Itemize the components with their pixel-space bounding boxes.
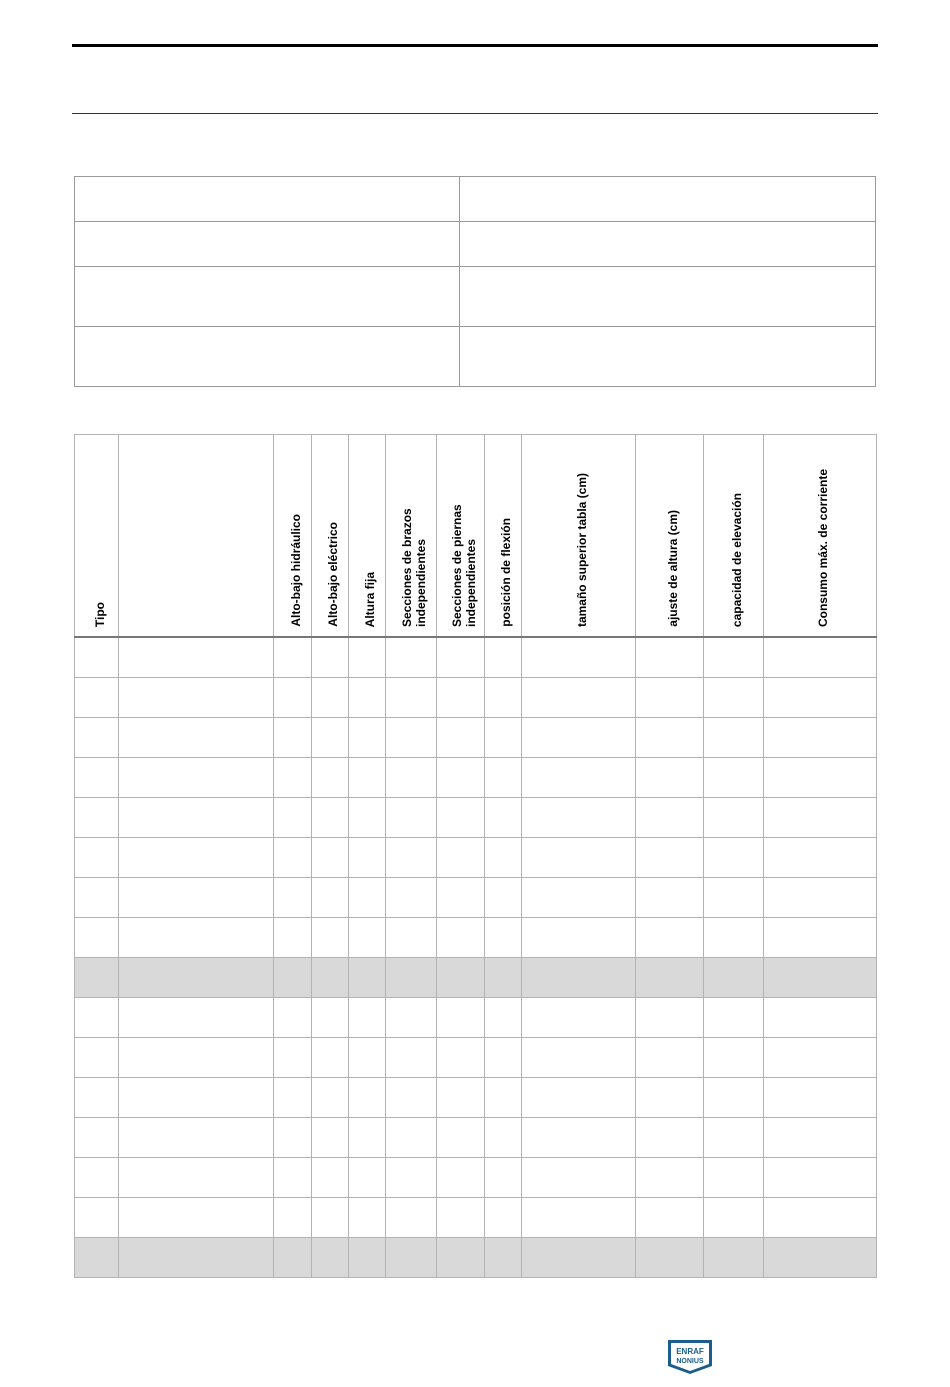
table-cell <box>636 678 704 718</box>
info-cell <box>460 327 876 387</box>
table-row <box>75 637 877 678</box>
table-cell <box>485 878 522 918</box>
table-cell <box>764 878 877 918</box>
table-cell <box>485 998 522 1038</box>
col-header-arm-sections <box>386 435 437 638</box>
table-cell <box>349 678 386 718</box>
table-cell <box>636 1118 704 1158</box>
spec-header-row <box>75 435 877 638</box>
table-cell <box>522 838 636 878</box>
table-row <box>75 678 877 718</box>
table-row <box>75 958 877 998</box>
col-header-electric <box>312 435 349 638</box>
col-header-label: Alto-bajo eléctrico <box>326 522 340 627</box>
table-cell <box>349 798 386 838</box>
table-cell <box>522 1118 636 1158</box>
table-cell <box>636 1158 704 1198</box>
table-cell <box>349 1118 386 1158</box>
col-header-label: Secciones de piernas independientes <box>449 504 478 627</box>
table-cell <box>119 838 274 878</box>
table-cell <box>636 1038 704 1078</box>
table-cell <box>485 758 522 798</box>
table-cell <box>386 1158 437 1198</box>
table-cell <box>312 1158 349 1198</box>
table-cell <box>75 878 119 918</box>
table-cell <box>636 637 704 678</box>
spec-table <box>74 434 877 1278</box>
table-row <box>75 1238 877 1278</box>
table-cell <box>522 878 636 918</box>
col-header-lift-capacity <box>704 435 764 638</box>
table-cell <box>75 1238 119 1278</box>
table-cell <box>764 1198 877 1238</box>
table-cell <box>312 1118 349 1158</box>
table-cell <box>704 1158 764 1198</box>
table-cell <box>522 1038 636 1078</box>
info-cell <box>460 267 876 327</box>
table-cell <box>274 798 312 838</box>
info-row <box>75 177 876 222</box>
table-cell <box>274 1158 312 1198</box>
table-cell <box>119 1078 274 1118</box>
col-header-label: tamaño superior tabla (cm) <box>574 472 589 627</box>
table-cell <box>437 1078 485 1118</box>
table-cell <box>119 718 274 758</box>
enraf-nonius-logo <box>664 1338 716 1376</box>
col-header-top-size <box>522 435 636 638</box>
table-cell <box>522 1158 636 1198</box>
table-cell <box>437 958 485 998</box>
table-cell <box>704 1198 764 1238</box>
table-cell <box>75 758 119 798</box>
table-cell <box>636 798 704 838</box>
table-cell <box>119 918 274 958</box>
table-cell <box>75 1038 119 1078</box>
table-cell <box>704 1118 764 1158</box>
col-header-label: capacidad de elevación <box>729 492 744 627</box>
table-cell <box>386 998 437 1038</box>
table-cell <box>437 1238 485 1278</box>
table-cell <box>437 718 485 758</box>
info-cell <box>75 327 460 387</box>
spec-table-body <box>75 637 877 1278</box>
table-cell <box>386 958 437 998</box>
table-cell <box>274 1238 312 1278</box>
table-cell <box>704 838 764 878</box>
table-cell <box>312 918 349 958</box>
table-cell <box>485 798 522 838</box>
table-cell <box>349 958 386 998</box>
table-cell <box>386 678 437 718</box>
table-cell <box>704 758 764 798</box>
table-cell <box>312 1038 349 1078</box>
table-cell <box>312 998 349 1038</box>
table-cell <box>349 718 386 758</box>
table-cell <box>274 678 312 718</box>
table-row <box>75 1198 877 1238</box>
table-cell <box>386 1238 437 1278</box>
table-row <box>75 918 877 958</box>
table-cell <box>704 1238 764 1278</box>
table-cell <box>312 1238 349 1278</box>
table-cell <box>312 958 349 998</box>
table-cell <box>704 678 764 718</box>
table-cell <box>522 1238 636 1278</box>
table-cell <box>764 1078 877 1118</box>
table-cell <box>119 678 274 718</box>
table-cell <box>522 678 636 718</box>
table-cell <box>312 1198 349 1238</box>
table-cell <box>636 1238 704 1278</box>
table-cell <box>119 758 274 798</box>
table-row <box>75 718 877 758</box>
table-cell <box>437 1038 485 1078</box>
table-cell <box>485 1158 522 1198</box>
table-cell <box>485 1238 522 1278</box>
table-cell <box>75 718 119 758</box>
logo-line2: NONIUS <box>676 1358 704 1365</box>
table-cell <box>75 1078 119 1118</box>
table-cell <box>522 758 636 798</box>
table-cell <box>704 637 764 678</box>
table-cell <box>764 678 877 718</box>
table-cell <box>349 758 386 798</box>
table-cell <box>349 998 386 1038</box>
table-row <box>75 878 877 918</box>
table-cell <box>485 838 522 878</box>
table-cell <box>274 878 312 918</box>
table-cell <box>485 1198 522 1238</box>
table-cell <box>274 758 312 798</box>
table-cell <box>349 1038 386 1078</box>
table-cell <box>274 1078 312 1118</box>
col-header-fixed-height <box>349 435 386 638</box>
table-cell <box>349 1078 386 1118</box>
table-cell <box>764 1038 877 1078</box>
table-cell <box>522 1198 636 1238</box>
col-header-model <box>119 435 274 638</box>
table-cell <box>485 918 522 958</box>
table-cell <box>349 1198 386 1238</box>
table-cell <box>485 637 522 678</box>
table-cell <box>636 1198 704 1238</box>
table-cell <box>386 1038 437 1078</box>
info-table <box>74 176 876 387</box>
table-cell <box>522 718 636 758</box>
table-cell <box>704 1078 764 1118</box>
table-cell <box>386 637 437 678</box>
table-cell <box>437 1198 485 1238</box>
table-cell <box>522 918 636 958</box>
table-cell <box>764 798 877 838</box>
table-cell <box>75 958 119 998</box>
header-rule <box>72 44 878 47</box>
table-cell <box>485 1038 522 1078</box>
col-header-leg-sections <box>437 435 485 638</box>
table-cell <box>437 878 485 918</box>
table-cell <box>704 798 764 838</box>
table-cell <box>437 637 485 678</box>
table-cell <box>274 718 312 758</box>
table-cell <box>119 637 274 678</box>
table-cell <box>704 958 764 998</box>
table-cell <box>764 998 877 1038</box>
table-cell <box>386 838 437 878</box>
col-header-label: Tipo <box>92 601 107 627</box>
table-cell <box>119 998 274 1038</box>
info-row <box>75 222 876 267</box>
table-cell <box>274 838 312 878</box>
table-row <box>75 758 877 798</box>
table-cell <box>764 1158 877 1198</box>
table-cell <box>75 637 119 678</box>
table-cell <box>274 1198 312 1238</box>
col-header-flex-position <box>485 435 522 638</box>
table-cell <box>75 1198 119 1238</box>
table-cell <box>704 878 764 918</box>
table-cell <box>386 1198 437 1238</box>
table-cell <box>522 637 636 678</box>
col-header-max-current <box>764 435 877 638</box>
table-cell <box>349 878 386 918</box>
table-cell <box>386 1118 437 1158</box>
table-row <box>75 1078 877 1118</box>
col-header-label: Secciones de brazos independientes <box>400 508 428 627</box>
col-header-height-adjust <box>636 435 704 638</box>
table-cell <box>274 918 312 958</box>
table-cell <box>312 718 349 758</box>
info-row <box>75 327 876 387</box>
table-row <box>75 998 877 1038</box>
table-cell <box>75 678 119 718</box>
table-cell <box>636 878 704 918</box>
table-cell <box>764 838 877 878</box>
table-cell <box>437 678 485 718</box>
table-cell <box>274 637 312 678</box>
table-cell <box>274 998 312 1038</box>
table-cell <box>636 838 704 878</box>
info-cell <box>75 177 460 222</box>
table-cell <box>386 1078 437 1118</box>
table-cell <box>704 718 764 758</box>
info-row <box>75 267 876 327</box>
table-cell <box>485 718 522 758</box>
col-header-label: ajuste de altura (cm) <box>665 510 680 627</box>
table-cell <box>636 758 704 798</box>
info-cell <box>75 267 460 327</box>
info-cell <box>75 222 460 267</box>
table-cell <box>119 1118 274 1158</box>
table-cell <box>485 958 522 998</box>
table-cell <box>636 1078 704 1118</box>
table-cell <box>764 637 877 678</box>
info-cell <box>460 222 876 267</box>
table-cell <box>312 758 349 798</box>
table-cell <box>312 878 349 918</box>
table-cell <box>636 718 704 758</box>
table-cell <box>704 918 764 958</box>
table-cell <box>485 1118 522 1158</box>
info-cell <box>460 177 876 222</box>
table-cell <box>764 718 877 758</box>
table-cell <box>119 1238 274 1278</box>
table-cell <box>522 998 636 1038</box>
table-cell <box>522 798 636 838</box>
table-cell <box>386 918 437 958</box>
table-cell <box>119 1198 274 1238</box>
table-cell <box>312 637 349 678</box>
table-cell <box>75 998 119 1038</box>
table-row <box>75 1158 877 1198</box>
table-cell <box>75 918 119 958</box>
table-cell <box>437 838 485 878</box>
table-cell <box>349 1238 386 1278</box>
table-cell <box>764 758 877 798</box>
col-header-label: Consumo máx. de corriente <box>816 468 830 627</box>
col-header-hydraulic <box>274 435 312 638</box>
table-cell <box>437 758 485 798</box>
table-cell <box>349 1158 386 1198</box>
table-cell <box>485 1078 522 1118</box>
table-cell <box>312 1078 349 1118</box>
table-row <box>75 838 877 878</box>
table-cell <box>312 798 349 838</box>
table-cell <box>704 1038 764 1078</box>
table-cell <box>75 798 119 838</box>
table-cell <box>437 798 485 838</box>
table-cell <box>437 918 485 958</box>
table-cell <box>764 1238 877 1278</box>
table-cell <box>386 798 437 838</box>
table-cell <box>386 758 437 798</box>
table-cell <box>437 1118 485 1158</box>
table-cell <box>75 1118 119 1158</box>
table-cell <box>75 1158 119 1198</box>
table-cell <box>75 838 119 878</box>
col-header-label: posición de flexión <box>499 518 513 627</box>
table-cell <box>349 838 386 878</box>
table-cell <box>764 918 877 958</box>
table-cell <box>119 958 274 998</box>
table-cell <box>274 1038 312 1078</box>
table-cell <box>349 918 386 958</box>
table-cell <box>119 1158 274 1198</box>
table-cell <box>764 958 877 998</box>
table-cell <box>386 878 437 918</box>
table-cell <box>349 637 386 678</box>
table-cell <box>704 998 764 1038</box>
table-row <box>75 1118 877 1158</box>
table-cell <box>119 1038 274 1078</box>
table-cell <box>485 678 522 718</box>
table-cell <box>636 998 704 1038</box>
logo-line1: ENRAF <box>676 1347 704 1356</box>
table-cell <box>636 918 704 958</box>
table-cell <box>274 958 312 998</box>
col-header-label: Altura fija <box>363 571 377 627</box>
table-cell <box>522 1078 636 1118</box>
table-cell <box>386 718 437 758</box>
table-cell <box>437 998 485 1038</box>
table-cell <box>312 838 349 878</box>
col-header-label: Alto-bajo hidráulico <box>288 514 303 627</box>
table-cell <box>312 678 349 718</box>
table-cell <box>119 878 274 918</box>
table-cell <box>522 958 636 998</box>
table-row <box>75 798 877 838</box>
table-cell <box>437 1158 485 1198</box>
table-cell <box>119 798 274 838</box>
table-cell <box>274 1118 312 1158</box>
table-cell <box>636 958 704 998</box>
table-cell <box>764 1118 877 1158</box>
table-row <box>75 1038 877 1078</box>
subheader-rule <box>72 113 878 114</box>
col-header-tipo <box>75 435 119 638</box>
